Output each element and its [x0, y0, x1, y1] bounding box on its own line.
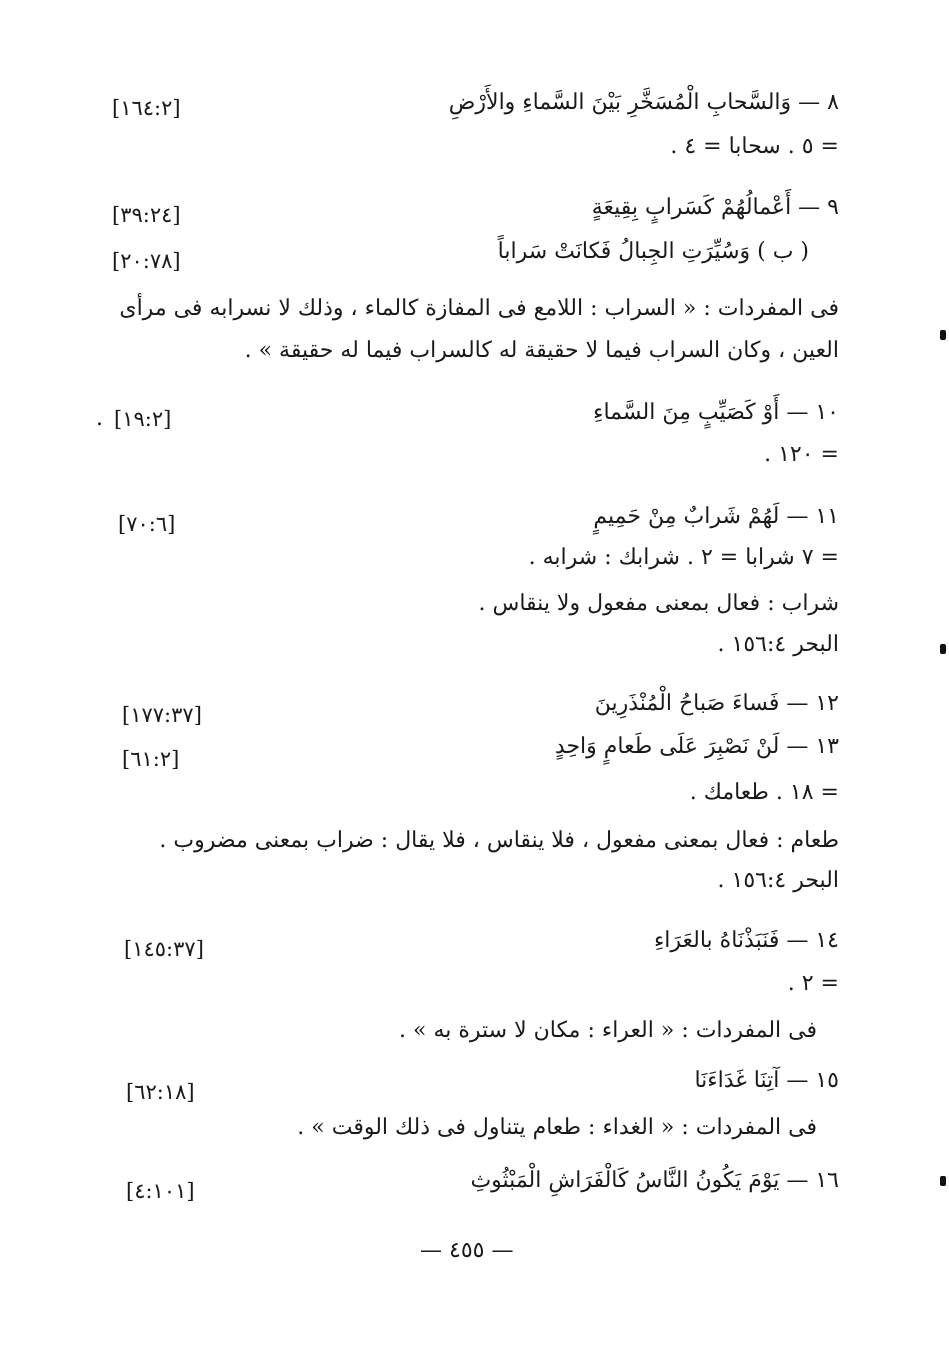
entry-9-verse: ٩ — أَعْمالُهُمْ كَسَرابٍ بِقِيعَةٍ — [591, 195, 839, 220]
entry-9-commentary-line-1: فى المفردات : « السراب : اللامع فى المفازة كالماء ، وذلك لا نسرابه فى مرأى — [119, 296, 839, 321]
entry-13-source: البحر ١٥٦:٤ . — [717, 868, 839, 893]
entry-13-verse: ١٣ — لَنْ نَصْبِرَ عَلَى طَعامٍ وَاحِدٍ — [554, 734, 839, 759]
entry-8-verse: ٨ — وَالسَّحابِ الْمُسَخَّرِ بَيْنَ السَّماءِ والأَرْضِ — [448, 90, 839, 115]
entry-16-ref: [٤:١٠١] — [126, 1179, 195, 1203]
entry-14-commentary: فى المفردات : « العراء : مكان لا سترة به » . — [399, 1018, 817, 1043]
entry-15-ref: [٦٢:١٨] — [126, 1080, 195, 1104]
entry-9b-verse: ( ب ) وَسُيِّرَتِ الجِبالُ فَكانَتْ سَراباً — [497, 239, 809, 264]
entry-8-ref: [١٦٤:٢] — [112, 96, 181, 120]
entry-9b-ref: [٢٠:٧٨] — [112, 249, 181, 273]
entry-14-ref: [١٤٥:٣٧] — [124, 937, 204, 961]
entry-11-commentary: شراب : فعال بمعنى مفعول ولا ينقاس . — [478, 591, 839, 616]
entry-12-ref: [١٧٧:٣٧] — [122, 703, 202, 727]
entry-9-ref: [٣٩:٢٤] — [112, 203, 181, 227]
scan-mark — [940, 644, 946, 654]
entry-10-ref: [١٩:٢] — [114, 407, 172, 431]
scan-mark — [940, 330, 946, 340]
stray-dot: . — [96, 406, 103, 431]
entry-13-commentary: طعام : فعال بمعنى مفعول ، فلا ينقاس ، فلا يقال : ضراب بمعنى مضروب . — [159, 828, 839, 853]
entry-9-commentary-line-2: العين ، وكان السراب فيما لا حقيقة له كالسراب فيما له حقيقة » . — [244, 338, 839, 363]
entry-14-note: = ٢ . — [787, 971, 839, 996]
entry-11-source: البحر ١٥٦:٤ . — [717, 632, 839, 657]
entry-11-note: = ٧ شرابا = ٢ . شرابك : شرابه . — [528, 545, 839, 570]
entry-11-verse: ١١ — لَهُمْ شَرابٌ مِنْ حَمِيمٍ — [593, 504, 839, 529]
entry-12-verse: ١٢ — فَساءَ صَباحُ الْمُنْذَرِينَ — [594, 691, 839, 716]
entry-11-ref: [٧٠:٦] — [118, 512, 176, 536]
entry-14-verse: ١٤ — فَنَبَذْنَاهُ بالعَرَاءِ — [653, 928, 839, 953]
entry-10-verse: ١٠ — أَوْ كَصَيِّبٍ مِنَ السَّماءِ — [593, 400, 839, 425]
scan-mark — [940, 1176, 946, 1186]
entry-10-note: = ١٢٠ . — [764, 442, 839, 467]
page-number: — ٤٥٥ — — [420, 1238, 514, 1263]
entry-16-verse: ١٦ — يَوْمَ يَكُونُ النَّاسُ كَالْفَرَاشِ الْمَبْثُوثِ — [470, 1168, 839, 1193]
entry-15-commentary: فى المفردات : « الغداء : طعام يتناول فى ذلك الوقت » . — [297, 1115, 817, 1140]
entry-15-verse: ١٥ — آتِنَا غَدَاءَنَا — [694, 1068, 839, 1093]
entry-13-ref: [٦١:٢] — [122, 747, 180, 771]
entry-13-note: = ١٨ . طعامك . — [689, 780, 839, 805]
entry-8-note: = ٥ . سحابا = ٤ . — [670, 134, 839, 159]
